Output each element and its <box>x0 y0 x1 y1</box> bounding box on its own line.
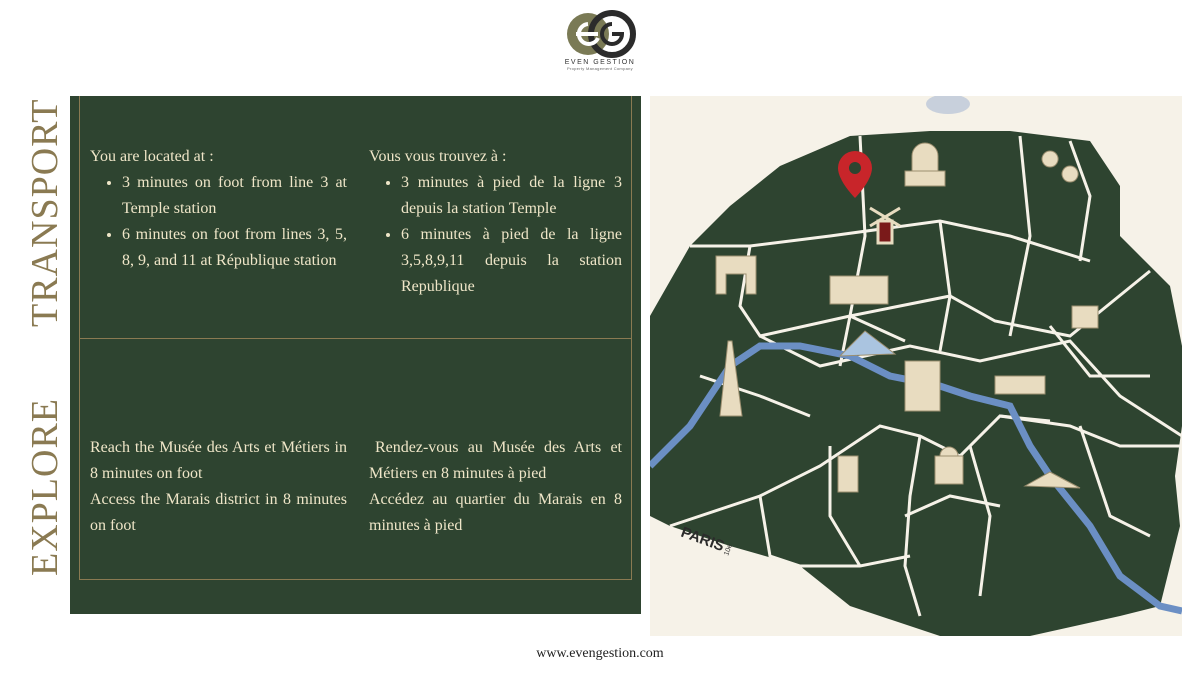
transport-en-list <box>90 170 347 274</box>
explore-english <box>90 435 347 539</box>
explore-en-line: Reach the Musée des Arts et Métiers in 8 minutes on foot <box>90 439 347 482</box>
explore-en-line: Access the Marais district in 8 minutes on foot <box>90 491 347 534</box>
transport-fr-list <box>369 170 622 300</box>
transport-english <box>90 144 347 274</box>
brand-tagline: Property Management Company <box>567 66 633 71</box>
list-item: • 6 minutes à pied de la ligne 3,5,8,9,11 depuis la station Republique <box>401 222 622 300</box>
map-paris-sublabel: 10e <box>723 543 734 557</box>
even-gestion-logo-icon <box>562 10 638 58</box>
paris-map <box>650 96 1182 636</box>
transport-en-heading: You are located at : <box>90 148 214 165</box>
notre-dame-icon <box>905 361 940 411</box>
paris-map-illustration <box>650 96 1182 636</box>
explore-fr-line: Accédez au quartier du Marais en 8 minutes à pied <box>369 491 622 534</box>
info-panel <box>70 96 641 614</box>
list-item: • 6 minutes on foot from lines 3, 5, 8, 9, and 11 at République station <box>122 222 347 274</box>
opera-icon <box>830 276 888 304</box>
transport-french <box>369 144 622 300</box>
list-item: • 3 minutes on foot from line 3 at Temple station <box>122 170 347 222</box>
list-item: • 3 minutes à pied de la ligne 3 depuis la station Temple <box>401 170 622 222</box>
brand-logo <box>555 10 645 78</box>
stadium-top-icon <box>926 96 970 114</box>
stadium-icon <box>995 376 1045 394</box>
transport-fr-heading: Vous vous trouvez à : <box>369 148 507 165</box>
website-url[interactable]: www.evengestion.com <box>536 646 664 661</box>
transport-side-label: TRANSPORT <box>24 98 66 327</box>
monument-icon <box>838 456 858 492</box>
explore-section <box>79 338 632 580</box>
explore-side-label: EXPLORE <box>24 398 66 576</box>
pere-lachaise-icon <box>1072 306 1098 328</box>
map-paris-label: PARIS <box>678 523 727 556</box>
explore-french <box>369 435 622 539</box>
brand-name: EVEN GESTION <box>564 59 636 66</box>
transport-section <box>79 96 632 339</box>
explore-fr-line: Rendez-vous au Musée des Arts et Métiers en 8 minutes à pied <box>369 439 622 482</box>
